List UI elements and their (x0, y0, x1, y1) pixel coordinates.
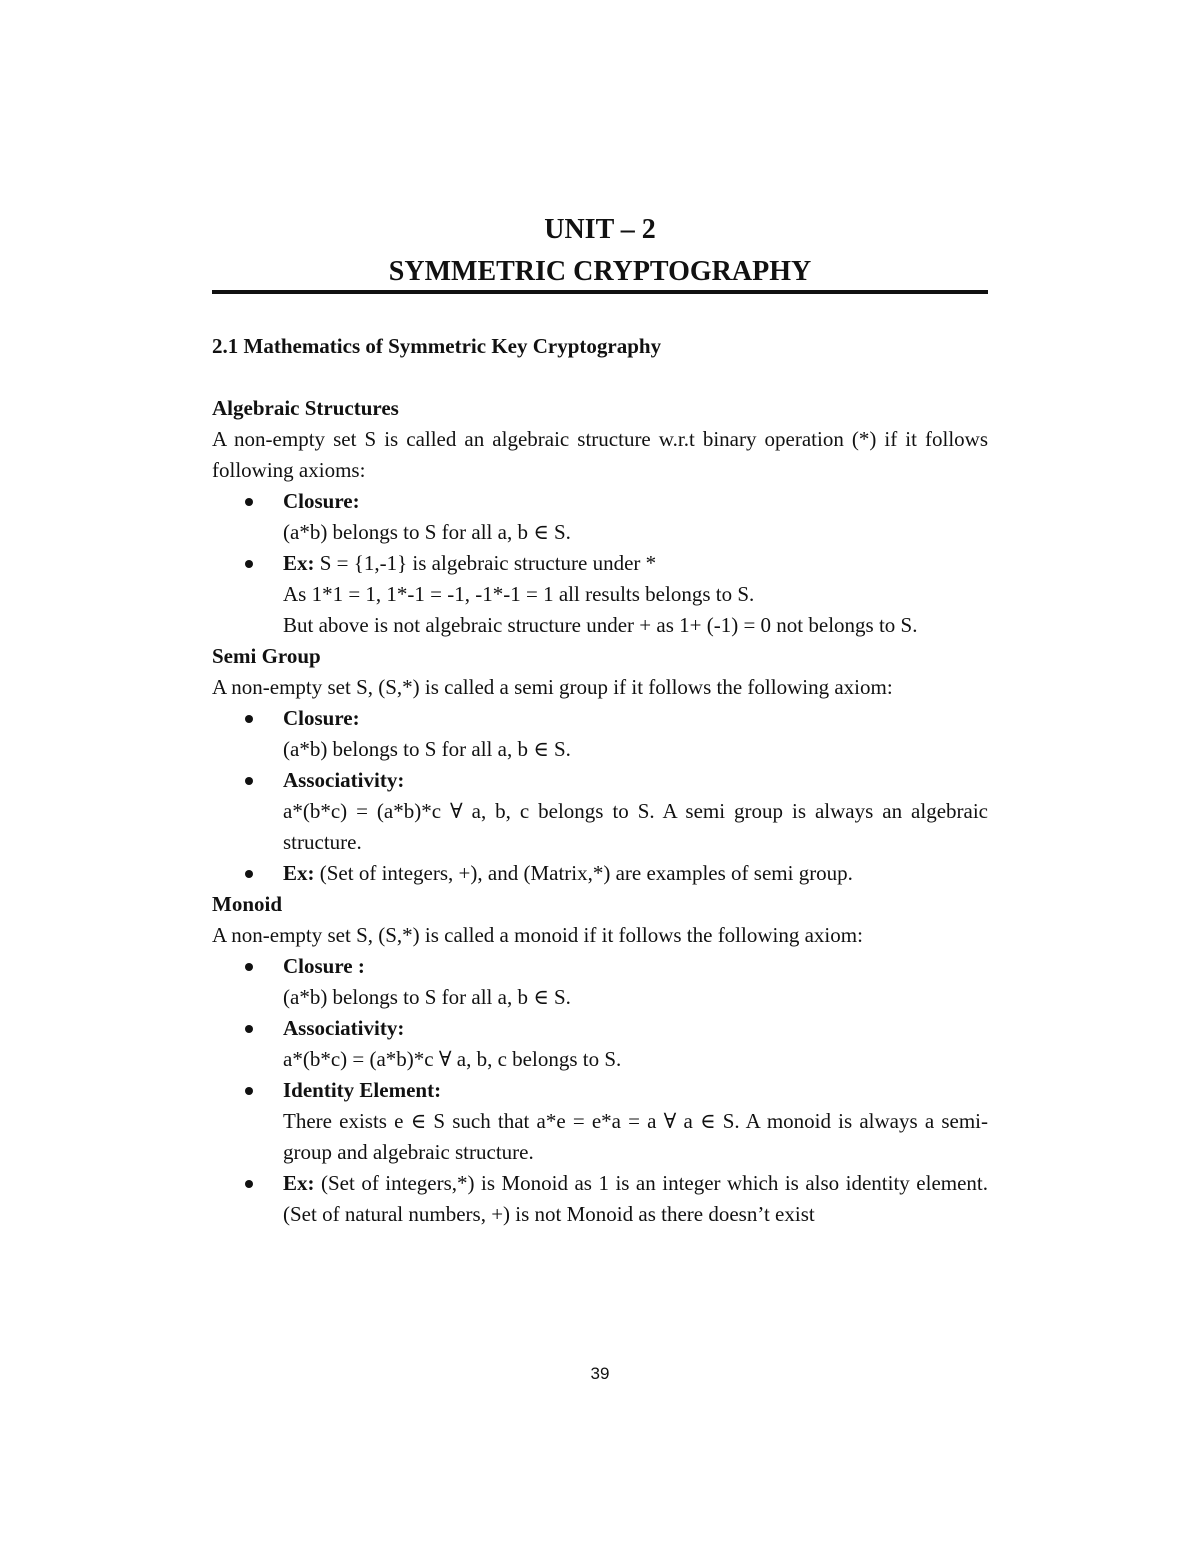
list-item (212, 1168, 988, 1230)
item-label: Ex: (283, 861, 315, 885)
list-item (212, 486, 988, 548)
algebraic-structures-heading: Algebraic Structures (212, 396, 399, 420)
item-line: (a*b) belongs to S for all a, b ∈ S. (283, 737, 571, 761)
bullet-icon (245, 715, 253, 723)
chapter-title: SYMMETRIC CRYPTOGRAPHY (388, 256, 812, 287)
page-body (212, 331, 988, 1230)
bullet-icon (245, 1180, 253, 1188)
bullet-icon (245, 498, 253, 506)
item-line: As 1*1 = 1, 1*-1 = -1, -1*-1 = 1 all results belongs to S. (283, 582, 755, 606)
monoid-list (212, 951, 988, 1230)
semi-group-intro: A non-empty set S, (S,*) is called a semi group if it follows the following axiom: (212, 675, 893, 699)
title-divider (212, 290, 988, 294)
page-number: 39 (590, 1364, 610, 1383)
unit-title: UNIT – 2 (544, 214, 656, 245)
list-item (212, 1075, 988, 1168)
semi-group-list (212, 703, 988, 889)
item-label: Ex: (283, 551, 315, 575)
list-item (212, 1013, 988, 1075)
list-item (212, 548, 988, 641)
list-item (212, 703, 988, 765)
item-label: Closure: (283, 489, 360, 513)
item-line: a*(b*c) = (a*b)*c ∀ a, b, c belongs to S. (283, 1047, 622, 1071)
item-line: (a*b) belongs to S for all a, b ∈ S. (283, 985, 571, 1009)
list-item (212, 858, 988, 889)
monoid-intro: A non-empty set S, (S,*) is called a monoid if it follows the following axiom: (212, 923, 863, 947)
item-text: (Set of integers,*) is Monoid as 1 is an integer which is also identity element. (Set of natural numbers, +) is not Monoid as there doesn’t exist (283, 1171, 989, 1226)
item-line: But above is not algebraic structure under + as 1+ (-1) = 0 not belongs to S. (283, 613, 918, 637)
item-label: Closure : (283, 954, 365, 978)
item-line: a*(b*c) = (a*b)*c ∀ a, b, c belongs to S. A semi group is always an algebraic structure. (283, 799, 988, 854)
item-label: Associativity: (283, 768, 405, 792)
item-line: (a*b) belongs to S for all a, b ∈ S. (283, 520, 571, 544)
monoid-heading: Monoid (212, 892, 283, 916)
list-item (212, 951, 988, 1013)
section-heading: 2.1 Mathematics of Symmetric Key Cryptography (212, 334, 662, 358)
item-text: S = {1,-1} is algebraic structure under * (319, 551, 657, 575)
item-label: Ex: (283, 1171, 315, 1195)
item-label: Identity Element: (283, 1078, 442, 1102)
item-line: There exists e ∈ S such that a*e = e*a = a ∀ a ∈ S. A monoid is always a semi-group and algebraic structure. (283, 1109, 988, 1164)
bullet-icon (245, 777, 253, 785)
bullet-icon (245, 560, 253, 568)
list-item (212, 765, 988, 858)
bullet-icon (245, 1087, 253, 1095)
item-label: Associativity: (283, 1016, 405, 1040)
bullet-icon (245, 870, 253, 878)
algebraic-structures-list (212, 486, 988, 641)
item-text: (Set of integers, +), and (Matrix,*) are examples of semi group. (319, 861, 853, 885)
spacer (212, 362, 988, 393)
bullet-icon (245, 1025, 253, 1033)
bullet-icon (245, 963, 253, 971)
item-label: Closure: (283, 706, 360, 730)
algebraic-structures-intro: A non-empty set S is called an algebraic structure w.r.t binary operation (*) if it follows following axioms: (212, 427, 988, 482)
semi-group-heading: Semi Group (212, 644, 321, 668)
